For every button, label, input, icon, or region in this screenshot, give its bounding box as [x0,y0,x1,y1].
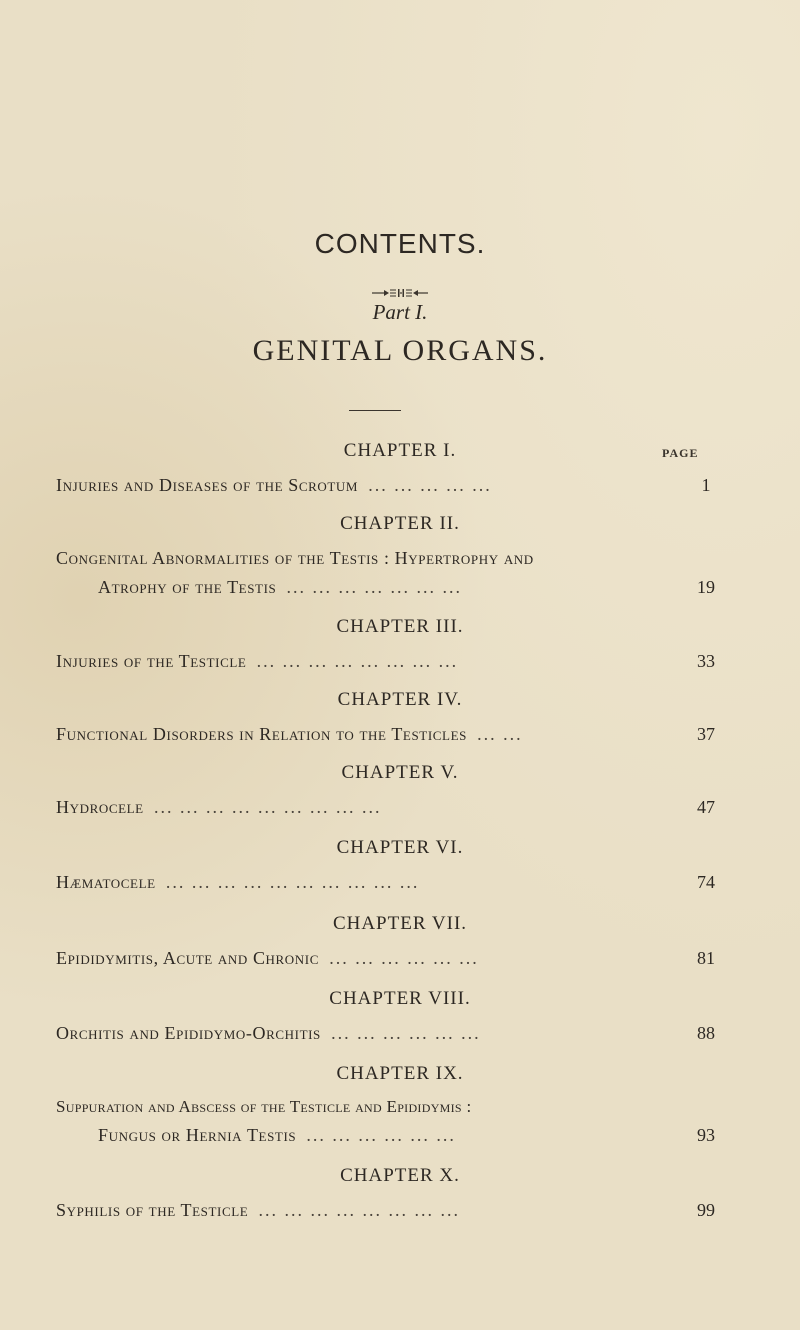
entry-title: Injuries and Diseases of the Scrotum [56,475,359,495]
toc-entry[interactable] [56,872,686,893]
part-title: GENITAL ORGANS. [252,334,548,367]
page-number: 47 [697,797,715,817]
toc-entry[interactable] [56,475,686,496]
entry-title: Functional Disorders in Relation to the Testicles [56,724,467,744]
page-column-label: PAGE [662,446,699,460]
page-number: 37 [697,724,715,744]
page-number: 19 [697,577,715,597]
toc-entry-continued[interactable] [98,1125,686,1146]
chapter-heading: CHAPTER IV. [337,689,463,710]
entry-title: Syphilis of the Testicle [56,1200,249,1220]
chapter-heading: CHAPTER I. [343,440,457,461]
page-number: 81 [697,948,715,968]
ornament-divider-icon [370,286,430,300]
toc-entry[interactable] [56,548,686,569]
dot-leaders: ... ... ... ... ... ... ... ... ... [153,797,382,817]
dot-leaders: ... ... ... ... ... ... ... [286,577,463,597]
entry-title: Epididymitis, Acute and Chronic [56,948,319,968]
dot-leaders: ... ... ... ... ... ... [331,1023,481,1043]
page-number: 74 [697,872,715,892]
toc-entry[interactable] [56,724,686,745]
toc-entry[interactable] [56,1023,686,1044]
chapter-heading: CHAPTER X. [340,1165,460,1186]
toc-entry-continued[interactable] [98,577,686,598]
page-number: 93 [697,1125,715,1145]
chapter-heading: CHAPTER VII. [332,913,468,934]
page-number: 88 [697,1023,715,1043]
dot-leaders: ... ... ... ... ... [368,475,492,495]
dot-leaders: ... ... [477,724,523,744]
toc-entry[interactable] [56,948,686,969]
chapter-heading: CHAPTER II. [340,513,460,534]
entry-title: Congenital Abnormalities of the Testis : Hypertrophy and [56,548,534,568]
entry-title: Atrophy of the Testis [98,577,277,597]
chapter-heading: CHAPTER V. [341,762,459,783]
page-title: CONTENTS. [314,228,486,259]
entry-title: Hydrocele [56,797,144,817]
chapter-heading: CHAPTER VI. [336,837,464,858]
chapter-heading: CHAPTER VIII. [329,988,471,1009]
toc-entry[interactable] [56,1097,686,1117]
section-rule [349,410,401,411]
dot-leaders: ... ... ... ... ... ... ... ... [256,651,459,671]
entry-title: Hæmatocele [56,872,156,892]
toc-entry[interactable] [56,1200,686,1221]
entry-title: Fungus or Hernia Testis [98,1125,297,1145]
dot-leaders: ... ... ... ... ... ... [329,948,479,968]
entry-title: Suppuration and Abscess of the Testicle and Epididymis : [56,1097,472,1116]
dot-leaders: ... ... ... ... ... ... ... ... ... ... [165,872,420,892]
entry-title: Orchitis and Epididymo-Orchitis [56,1023,321,1043]
page-number: 1 [701,475,711,495]
toc-entry[interactable] [56,797,686,818]
chapter-heading: CHAPTER III. [336,616,464,637]
dot-leaders: ... ... ... ... ... ... [306,1125,456,1145]
chapter-heading: CHAPTER IX. [336,1063,464,1084]
entry-title: Injuries of the Testicle [56,651,247,671]
page-number: 99 [697,1200,715,1220]
part-label: Part I. [372,300,428,324]
toc-entry[interactable] [56,651,686,672]
dot-leaders: ... ... ... ... ... ... ... ... [258,1200,461,1220]
page-number: 33 [697,651,715,671]
